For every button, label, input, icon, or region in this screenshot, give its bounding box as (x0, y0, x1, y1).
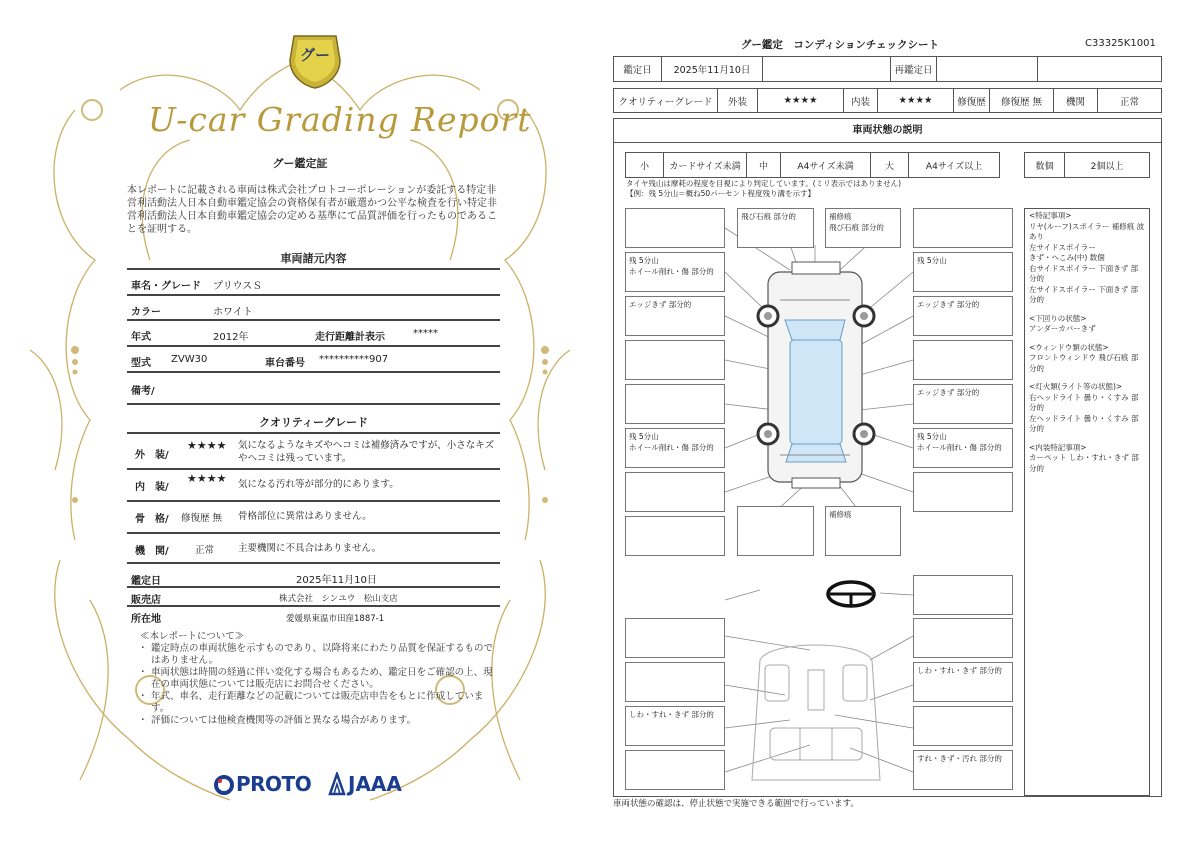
special-note: <特記事項> リヤ(ルーフ)スポイラー 補修痕 波あり 左サイドスポイラー きず・へこみ(中) 数個 右サイドスポイラー 下面きず 部分的 左サイドスポイラー 下面きず 部分的 (1029, 211, 1145, 304)
remarks-label: 備考/ (131, 386, 155, 397)
callout-box (625, 750, 725, 790)
engine-label: 機関 (1054, 89, 1098, 112)
chassis-label: 車台番号 (265, 358, 305, 369)
repair-label: 修復歴 (954, 89, 990, 112)
date-value: 2025年11月10日 (662, 57, 763, 81)
callout-box: 残 5分山 (913, 252, 1013, 292)
callout-box (625, 472, 725, 512)
special-note: <ウィンドウ類の状態> フロントウィンドウ 飛び石痕 部分的 (1029, 342, 1139, 373)
repair-value: 修復歴 無 (990, 89, 1054, 112)
report-script-title: U-car Grading Report (148, 100, 532, 139)
engine-text: 主要機関に不具合はありません。 (238, 543, 382, 554)
frame-text: 骨格部位に異常はありません。 (238, 511, 372, 522)
model-value: ZVW30 (171, 354, 208, 365)
callout-box (913, 575, 1013, 615)
callout-box (913, 618, 1013, 658)
callout-box (913, 208, 1013, 248)
sheet-footnote: 車両状態の確認は、停止状態で実施できる範囲で行っています。 (613, 799, 859, 809)
sheet-title: グー鑑定 コンディションチェックシート (740, 39, 940, 51)
callout-box (625, 340, 725, 380)
note-item: ・ 車両状態は時間の経過に伴い変化する場合もあるため、鑑定日をご確認の上、現在の車両状態については販売店にお問合せください。 (140, 667, 500, 691)
proto-logo: PROTO (236, 772, 312, 796)
notes-title: ≪本レポートについて≫ (140, 631, 245, 642)
name-label: 車名・グレード (131, 281, 201, 292)
count-label: 数個 (1025, 153, 1065, 177)
steering-wheel-icon (828, 582, 874, 606)
interior-label: 内 装/ (135, 482, 169, 493)
callout-box: しわ・すれ・きず 部分的 (625, 706, 725, 746)
callout-box: 補修痕 (825, 506, 901, 556)
size-small-desc: カードサイズ未満 (664, 153, 747, 177)
special-note: <灯火類(ライト等の状態)> 右ヘッドライト 曇り・くすみ 部分的 左ヘッドライト 曇り・くすみ 部分的 (1029, 382, 1139, 433)
exterior-text: 気になるようなキズやヘコミは補修済みですが、小さなキズやヘコミは残っています。 (238, 440, 495, 464)
size-medium-desc: A4サイズ未満 (781, 153, 871, 177)
callout-box (913, 472, 1013, 512)
exterior-label: 外 装/ (135, 450, 169, 461)
note-item: ・ 評価については他検査機関等の評価と異なる場合があります。 (140, 715, 500, 727)
interior-label: 内装 (844, 89, 878, 112)
count-desc: 2個以上 (1090, 161, 1124, 172)
engine-value: 正常 (1119, 96, 1139, 108)
interior-stars: ★★★★ (878, 89, 954, 112)
model-label: 型式 (131, 358, 151, 369)
frame-label: 骨 格/ (135, 514, 169, 525)
sheet-number: C33325K1001 (1085, 38, 1156, 49)
interior-text: 気になる汚れ等が部分的にあります。 (238, 479, 399, 490)
dealer-label: 販売店 (131, 595, 161, 606)
certificate-intro: 本レポートに記載される車両は株式会社プロトコーポレーションが委託する特定非営利活動法人日本自動車鑑定協会の資格保有者が厳選かつ公平な検査を行い特定非営利活動法人日本自動車鑑定協会の定める基準にて品質評価を行ったものであることを証明する。 (127, 185, 497, 235)
callout-box (625, 618, 725, 658)
date-label: 鑑定日 (614, 57, 662, 81)
address-value: 愛媛県東温市田窪1887-1 (286, 614, 385, 624)
size-large-desc: A4サイズ以上 (925, 161, 983, 172)
callout-box (625, 384, 725, 424)
callout-box (625, 662, 725, 702)
exterior-stars: ★★★★ (758, 89, 844, 112)
callout-box (913, 706, 1013, 746)
callout-box: 残 5分山 ホイール削れ・傷 部分的 (625, 252, 725, 292)
mileage-label: 走行距離計表示 (315, 332, 385, 343)
jaaa-logo: JAAA (348, 772, 402, 796)
color-label: カラー (131, 307, 161, 318)
car-topview-icon (758, 262, 874, 488)
callout-box (737, 506, 814, 556)
mileage-value: ***** (413, 328, 438, 339)
callout-box (625, 208, 725, 248)
engine-value: 正常 (195, 545, 215, 556)
date-label: 鑑定日 (131, 576, 161, 587)
spec-header: 車両諸元内容 (280, 252, 347, 265)
condition-header: 車両状態の説明 (614, 119, 1161, 143)
year-value: 2012年 (213, 332, 249, 343)
callout-box: 飛び石痕 部分的 (737, 208, 814, 248)
year-label: 年式 (131, 332, 151, 343)
size-large: 大 (871, 153, 909, 177)
note-item: ・ 年式、車名、走行距離などの記載については販売店申告をもとに作成しています。 (140, 691, 500, 715)
certificate-title: グー鑑定証 (272, 157, 328, 170)
chassis-value: **********907 (319, 354, 389, 365)
interior-stars: ★★★★ (187, 472, 227, 485)
color-value: ホワイト (213, 307, 253, 318)
special-note: <内装特記事項> カーペット しわ・すれ・きず 部分的 (1029, 442, 1139, 473)
address-label: 所在地 (131, 614, 161, 625)
special-note: <下回りの状態> アンダーカバーきず (1029, 313, 1096, 333)
callout-box: 残 5分山 ホイール削れ・傷 部分的 (913, 428, 1013, 468)
car-interior-icon (752, 645, 880, 780)
exterior-label: 外装 (718, 89, 758, 112)
tire-note: タイヤ残山は摩耗の程度を目視により判定しています。(ミリ表示ではありません) 【例：残 5分山＝概ね50パーセント程度残り溝を示す】 (626, 179, 902, 198)
name-value: プリウスＳ (213, 281, 263, 292)
date-value: 2025年11月10日 (296, 575, 377, 586)
engine-label: 機 関/ (135, 546, 169, 557)
callout-box (913, 340, 1013, 380)
svg-text:グー: グー (299, 46, 331, 64)
quality-header: クオリティーグレード (259, 416, 368, 429)
callout-box: エッジきず 部分的 (913, 384, 1013, 424)
dealer-value: 株式会社 シンユウ 松山支店 (279, 594, 398, 604)
callout-box: 残 5分山 ホイール削れ・傷 部分的 (625, 428, 725, 468)
size-medium: 中 (747, 153, 781, 177)
callout-box (625, 516, 725, 556)
callout-box: 補修痕 飛び石痕 部分的 (825, 208, 901, 248)
quality-label: クオリティーグレード (614, 89, 718, 112)
size-small: 小 (626, 153, 664, 177)
callout-box: すれ・きず・汚れ 部分的 (913, 750, 1013, 790)
note-item: ・ 鑑定時点の車両状態を示すものであり、以降将来にわたり品質を保証するものではありません。 (140, 643, 500, 667)
callout-box: エッジきず 部分的 (625, 296, 725, 336)
callout-box: エッジきず 部分的 (913, 296, 1013, 336)
frame-value: 修復歴 無 (181, 513, 223, 524)
reinspect-label: 再鑑定日 (891, 57, 937, 81)
special-notes (1024, 208, 1150, 796)
exterior-stars: ★★★★ (187, 439, 227, 452)
callout-box: しわ・すれ・きず 部分的 (913, 662, 1013, 702)
